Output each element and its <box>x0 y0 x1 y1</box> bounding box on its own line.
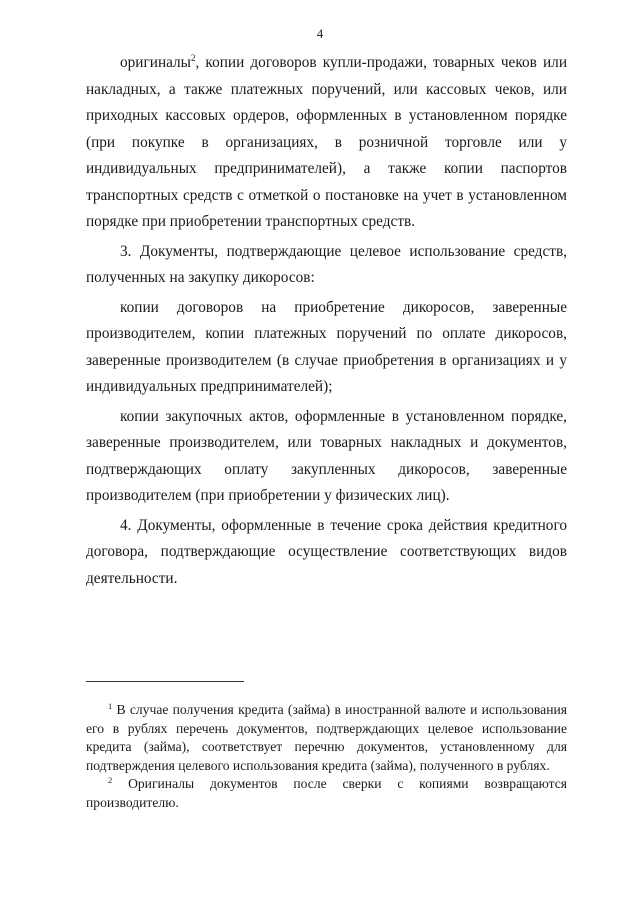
footnotes <box>86 701 567 813</box>
footnote-marker-1: 1 <box>108 701 113 711</box>
footnote-marker-2: 2 <box>108 775 113 786</box>
footnote-1 <box>86 701 567 775</box>
footnote-separator <box>86 681 244 682</box>
footnote-text-1: В случае получения кредита (займа) в иностранной валюте и использования его в рублях перечень документов, подтверждающих целевое использование кредита (займа), соответствует перечню документов, установленному для подтверждения целевого использования кредита (займа), полученного в рублях. <box>86 702 567 773</box>
item-4-paragraph: 4. Документы, оформленные в течение срока действия кредитного договора, подтверждающие осуществление соответствующих видов деятельности. <box>86 516 567 587</box>
continuation-text-before: оригиналы <box>120 54 191 71</box>
page-number: 4 <box>316 26 324 41</box>
continuation-paragraph <box>86 50 567 236</box>
main-text <box>86 50 567 592</box>
item-3-subparagraph-1: копии договоров на приобретение дикоросов, заверенные производителем, копии платежных поручений по оплате дикоросов, заверенные производителем (в случае приобретения в организациях и у индивидуальных предпринимателей); <box>86 298 567 395</box>
footnote-ref-2: 2 <box>190 53 196 63</box>
footnote-2 <box>86 775 567 812</box>
item-3-paragraph: 3. Документы, подтверждающие целевое использование средств, полученных на закупку дикоросов: <box>86 242 567 286</box>
item-3-subparagraph-2: копии закупочных актов, оформленные в установленном порядке, заверенные производителем, или товарных накладных и документов, подтверждающих оплату закупленных дикоросов, заверенные производителем (при приобретении у физических лиц). <box>86 407 567 504</box>
continuation-text-after: , копии договоров купли-продажи, товарных чеков или накладных, а также платежных поручений, или кассовых чеков, или приходных кассовых ордеров, оформленных в установленном порядке (при покупке в организациях, в розничной торговле или у индивидуальных предпринимателей), а также копии паспортов транспортных средств с отметкой о постановке на учет в установленном порядке при приобретении транспортных средств. <box>86 54 567 230</box>
footnote-text-2: Оригиналы документов после сверки с копиями возвращаются производителю. <box>86 776 567 810</box>
